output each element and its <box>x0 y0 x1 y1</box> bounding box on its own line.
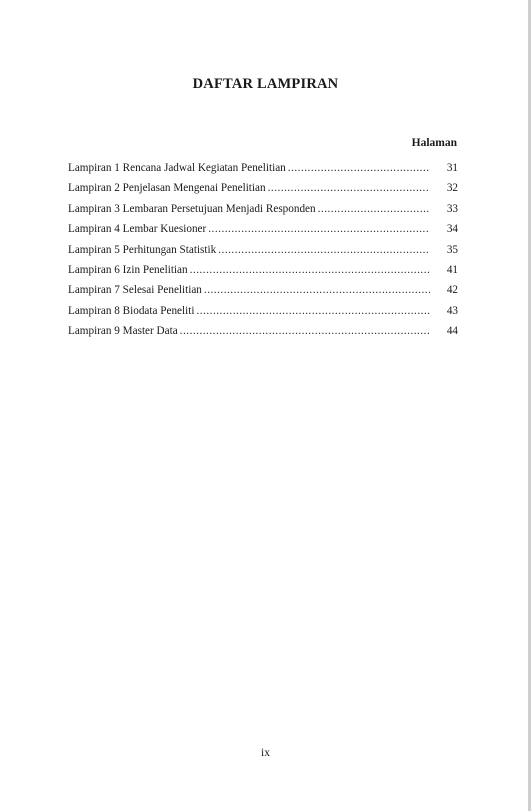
dot-leader <box>288 158 430 178</box>
dot-leader <box>196 301 430 321</box>
list-item[interactable] <box>68 199 458 219</box>
dot-leader <box>208 219 430 239</box>
dot-leader <box>204 280 430 300</box>
appendix-label: Lampiran 6 Izin Penelitian <box>68 263 188 276</box>
appendix-label: Lampiran 2 Penjelasan Mengenai Penelitian <box>68 182 266 195</box>
appendix-list <box>68 158 458 342</box>
appendix-page-number: 34 <box>446 223 458 236</box>
list-item[interactable] <box>68 219 458 239</box>
appendix-label: Lampiran 9 Master Data <box>68 325 178 338</box>
appendix-page-number: 42 <box>446 284 458 297</box>
appendix-page-number: 43 <box>446 304 458 317</box>
appendix-label: Lampiran 5 Perhitungan Statistik <box>68 243 217 256</box>
dot-leader <box>218 240 430 260</box>
dot-leader <box>180 321 430 341</box>
list-item[interactable] <box>68 158 458 178</box>
appendix-page-number: 41 <box>446 263 458 276</box>
page-column-header: Halaman <box>411 137 457 149</box>
dot-leader <box>190 260 430 280</box>
appendix-page-number: 31 <box>446 162 458 174</box>
page-title: DAFTAR LAMPIRAN <box>192 76 339 92</box>
list-item[interactable] <box>68 321 458 341</box>
appendix-label: Lampiran 7 Selesai Penelitian <box>68 284 202 297</box>
list-item[interactable] <box>68 240 458 260</box>
appendix-label: Lampiran 1 Rencana Jadwal Kegiatan Penelitian <box>68 162 286 174</box>
appendix-page-number: 44 <box>446 325 458 338</box>
list-item[interactable] <box>68 178 458 198</box>
list-item[interactable] <box>68 301 458 321</box>
list-item[interactable] <box>68 280 458 300</box>
appendix-label: Lampiran 8 Biodata Peneliti <box>68 304 195 317</box>
page-number: ix <box>261 747 270 759</box>
list-item[interactable] <box>68 260 458 280</box>
dot-leader <box>318 199 430 219</box>
appendix-page-number: 35 <box>446 243 458 256</box>
dot-leader <box>268 178 430 198</box>
appendix-label: Lampiran 4 Lembar Kuesioner <box>68 223 207 236</box>
appendix-page-number: 33 <box>446 202 458 215</box>
appendix-page-number: 32 <box>446 182 458 195</box>
appendix-label: Lampiran 3 Lembaran Persetujuan Menjadi Responden <box>68 202 316 215</box>
